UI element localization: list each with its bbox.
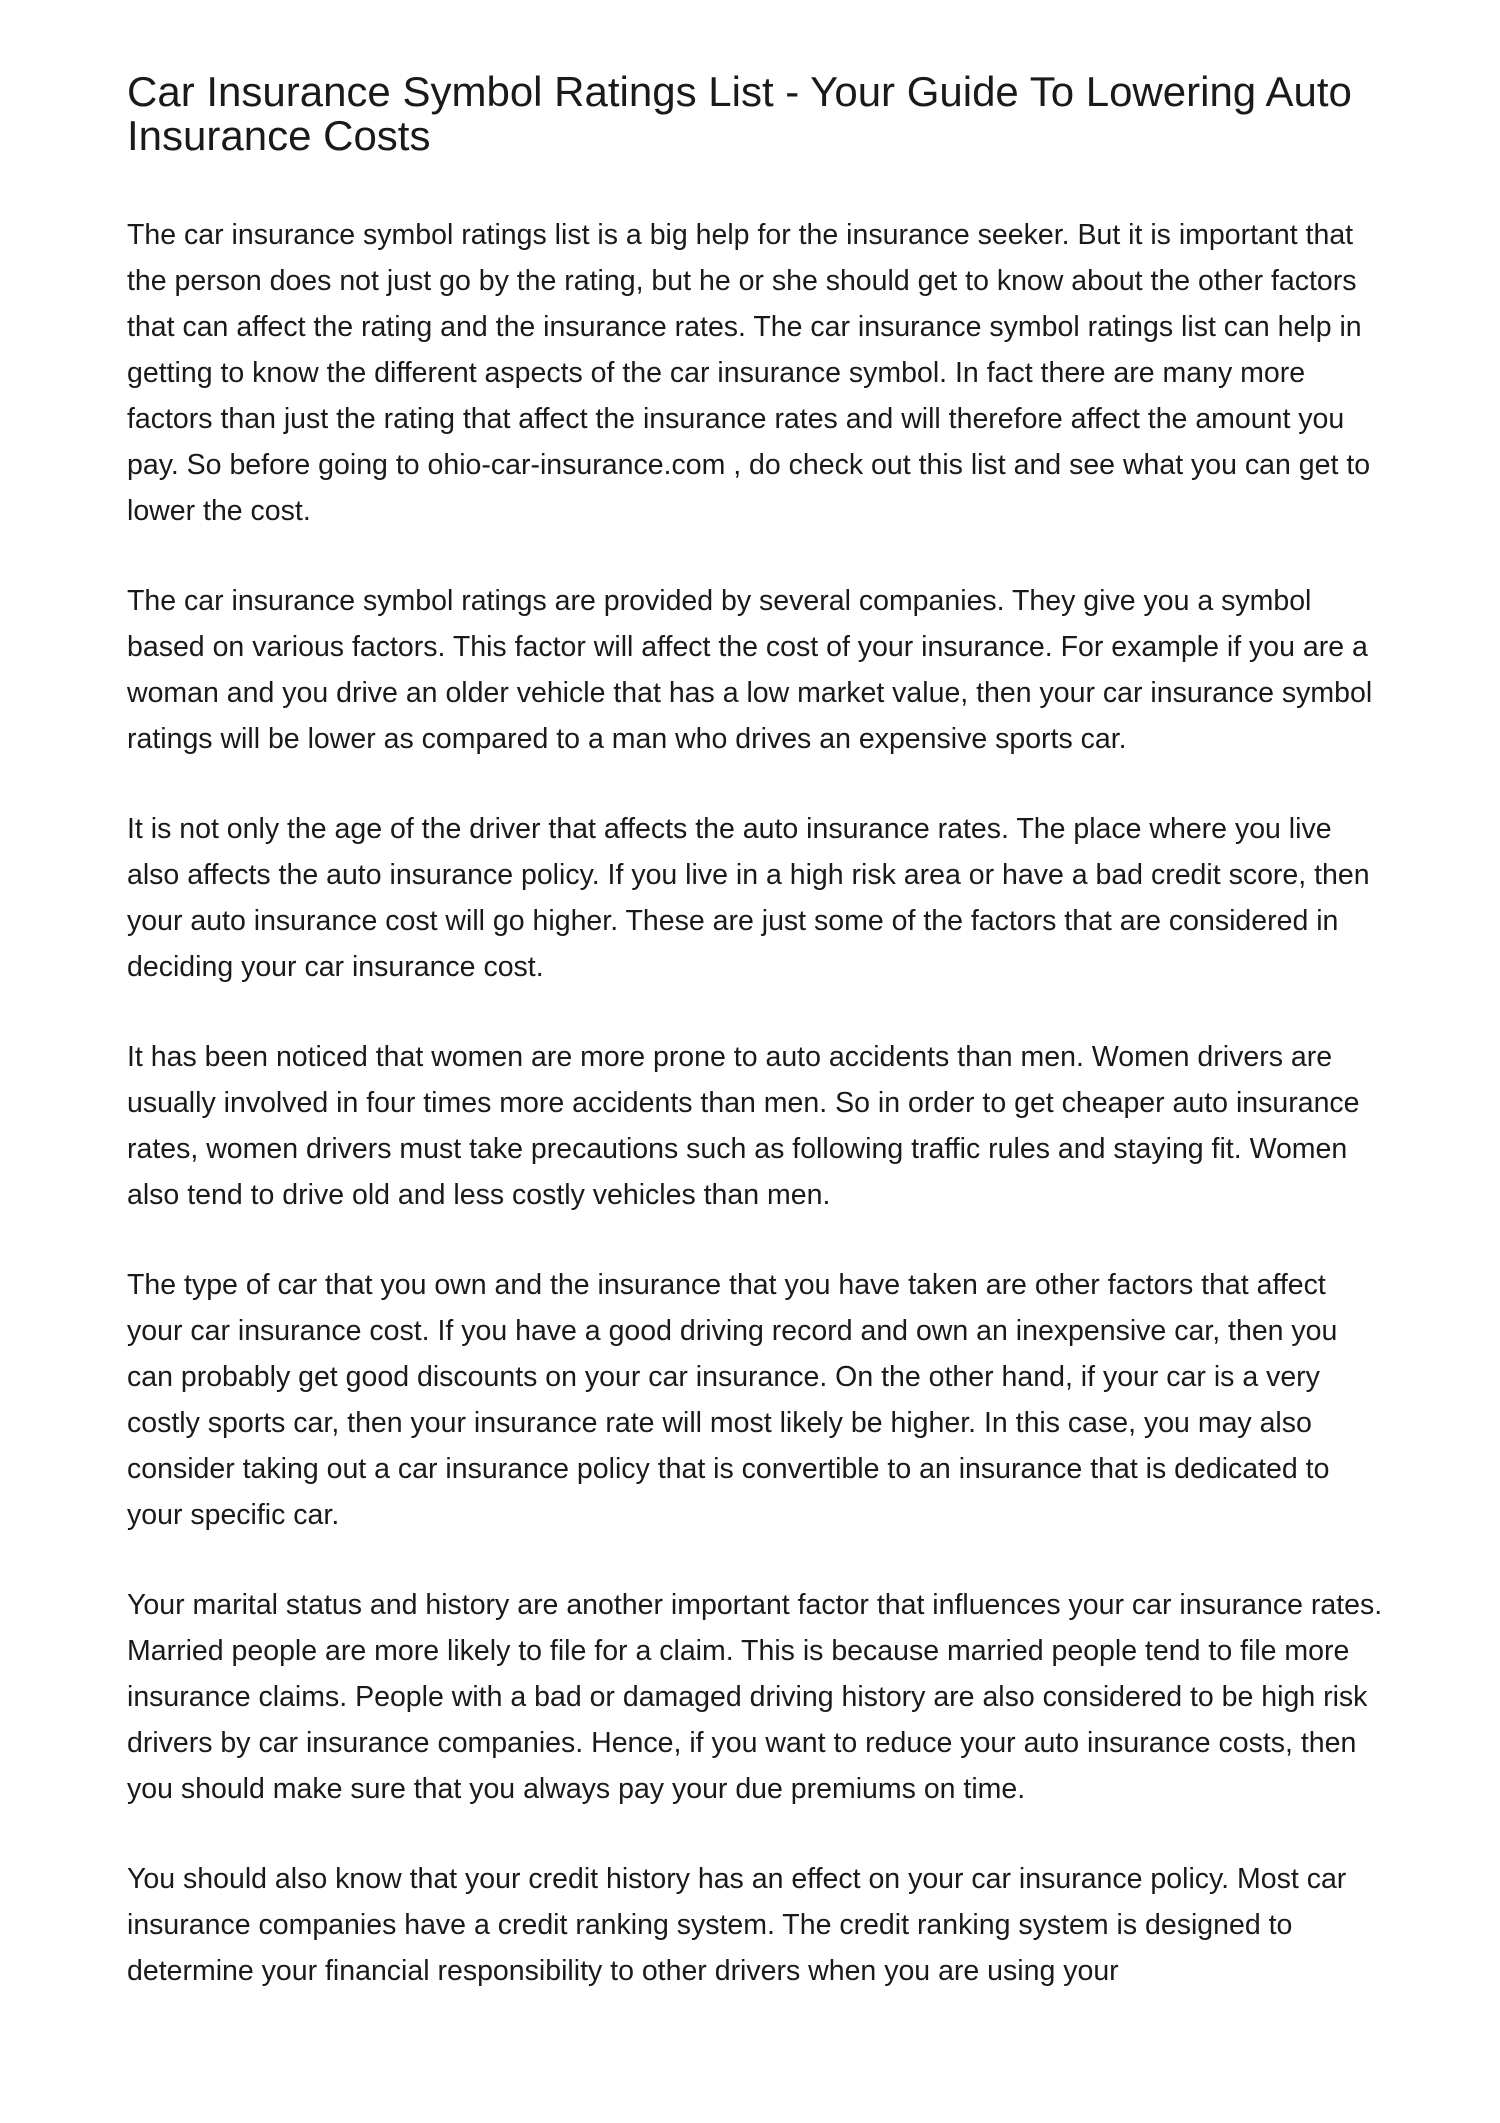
paragraph-4: It has been noticed that women are more prone to auto accidents than men. Women drivers are usually involved in four times more accidents than men. So in order to get cheaper auto insurance rates, women drivers must take precautions such as following traffic rules and staying fit. Women also tend to drive old and less costly vehicles than men. (127, 1041, 1360, 1211)
page-title: Car Insurance Symbol Ratings List - Your Guide To Lowering Auto Insurance Costs (127, 68, 1352, 159)
paragraph-6: Your marital status and history are another important factor that influences your car insurance rates. Married people are more likely to file for a claim. This is because married people tend to file more insurance claims. People with a bad or damaged driving history are also considered to be high risk drivers by car insurance companies. Hence, if you want to reduce your auto insurance costs, then you should make sure that you always pay your due premiums on time. (127, 1589, 1383, 1805)
paragraph-1: The car insurance symbol ratings list is a big help for the insurance seeker. But it is important that the person does not just go by the rating, but he or she should get to know about the other factors that can affect the rating and the insurance rates. The car insurance symbol ratings list can help in getting to know the different aspects of the car insurance symbol. In fact there are many more factors than just the rating that affect the insurance rates and will therefore affect the amount you pay. So before going to ohio-car-insurance.com , do check out this list and see what you can get to lower the cost. (127, 219, 1371, 527)
paragraph-2: The car insurance symbol ratings are provided by several companies. They give you a symbol based on various factors. This factor will affect the cost of your insurance. For example if you are a woman and you drive an older vehicle that has a low market value, then your car insurance symbol ratings will be lower as compared to a man who drives an expensive sports car. (127, 585, 1373, 755)
paragraph-7: You should also know that your credit history has an effect on your car insurance policy. Most car insurance companies have a credit ranking system. The credit ranking system is designed to determine your financial responsibility to other drivers when you are using your (127, 1863, 1347, 1987)
document-page (127, 70, 1387, 2038)
article-body (127, 212, 1387, 1994)
paragraph-5: The type of car that you own and the insurance that you have taken are other factors that affect your car insurance cost. If you have a good driving record and own an inexpensive car, then you can probably get good discounts on your car insurance. On the other hand, if your car is a very costly sports car, then your insurance rate will most likely be higher. In this case, you may also consider taking out a car insurance policy that is convertible to an insurance that is dedicated to your specific car. (127, 1269, 1338, 1531)
paragraph-3: It is not only the age of the driver that affects the auto insurance rates. The place where you live also affects the auto insurance policy. If you live in a high risk area or have a bad credit score, then your auto insurance cost will go higher. These are just some of the factors that are considered in deciding your car insurance cost. (127, 813, 1370, 983)
